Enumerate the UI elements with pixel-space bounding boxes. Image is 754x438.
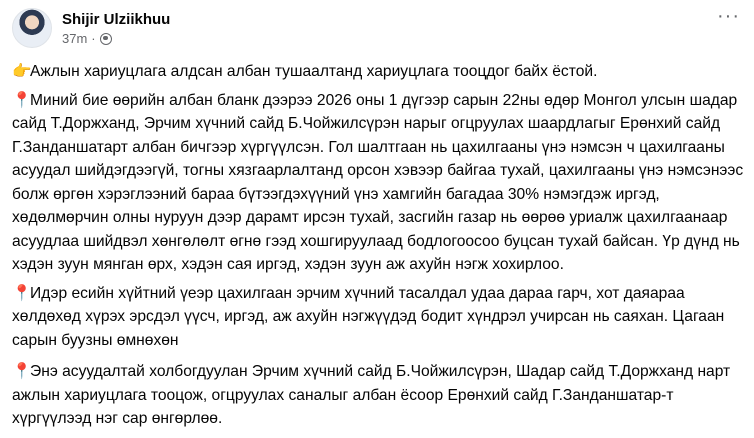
post-meta [62,10,170,48]
post-paragraph [12,282,750,353]
paragraph-text: Миний бие өөрийн албан бланк дээрээ 2026 оны 1 дүгээр сарын 22ны өдөр Монгол улсын шадар сайд Т.Доржханд, Эрчим хүчний сайд Б.Чойжилсүрэн нарыг огцруулах шаардлагыг Ерөнхий сайд Г.Занданшатарт албан бичгээр хүргүүлсэн. Гол шалтгаан нь цахилгааны үнэ нэмсэн ч цахилгааны асуудал шийдэгдээгүй, тогны хязгаарлалтанд орсон хэвээр байгаа тухай, цахилгааны үнэ нэмсэнээс болж өргөн хэрэглээний бараа бүтээгдэхүүний үнэ хамгийн багадаа 30% нэмэгдэж иргэд, хөдөлмөрчин олны нуруун дээр дарамт ирсэн тухай, засгийн газар нь өөрөө уриалж цахилгаанаар асуудлаа шийдвэл хөнгөлөлт өгнө гээд хошгируулаад бодлогоосоо буцсан тухай байсан. Үр дүнд нь хэдэн зуун мянган өрх, хэдэн сая иргэд, хэдэн зуун аж ахуйн нэгж хохирлоо. [12,91,744,273]
post-paragraph [12,360,750,431]
post-subline [62,30,170,48]
post-paragraph [12,60,750,84]
more-icon[interactable]: ··· [717,5,740,27]
paragraph-text: Энэ асуудалтай холбогдуулан Эрчим хүчний сайд Б.Чойжилсүрэн, Шадар сайд Т.Доржханд нарт ажлын хариуцлага тооцож, огцруулах саналыг албан ёсоор Ерөнхий сайд Г.Занданшатар-т хүргүүлээд нэг сар өнгөрлөө. [12,363,731,427]
paragraph-text: Ажлын хариуцлага алдсан албан тушаалтанд хариуцлага тооцдог байх ёстой. [30,63,598,80]
pin-icon: 📍 [12,363,32,380]
author-name[interactable]: Shijir Ulziikhuu [62,11,171,28]
pin-icon: 📍 [12,284,32,302]
globe-icon[interactable] [100,33,112,45]
post-paragraph [12,89,750,277]
post-time[interactable]: 37m [62,31,88,46]
avatar[interactable] [12,8,52,48]
pin-icon: 📍 [12,91,32,109]
separator-dot: · [91,31,96,46]
pointing-hand-icon: 👉 [12,63,32,80]
paragraph-text: Идэр есийн хүйтний үеэр цахилгаан эрчим хүчний тасалдал удаа дараа гарч, хот даяараа хөлдөхөд хүрэх эрсдэл үүсч, иргэд, аж ахуйн нэгжүүдэд бодит хүндрэл учирсан нь саяхан. Цагаан сарын буузны өмнөхөн [12,284,725,349]
post-header [12,8,170,48]
post-body [12,60,750,436]
